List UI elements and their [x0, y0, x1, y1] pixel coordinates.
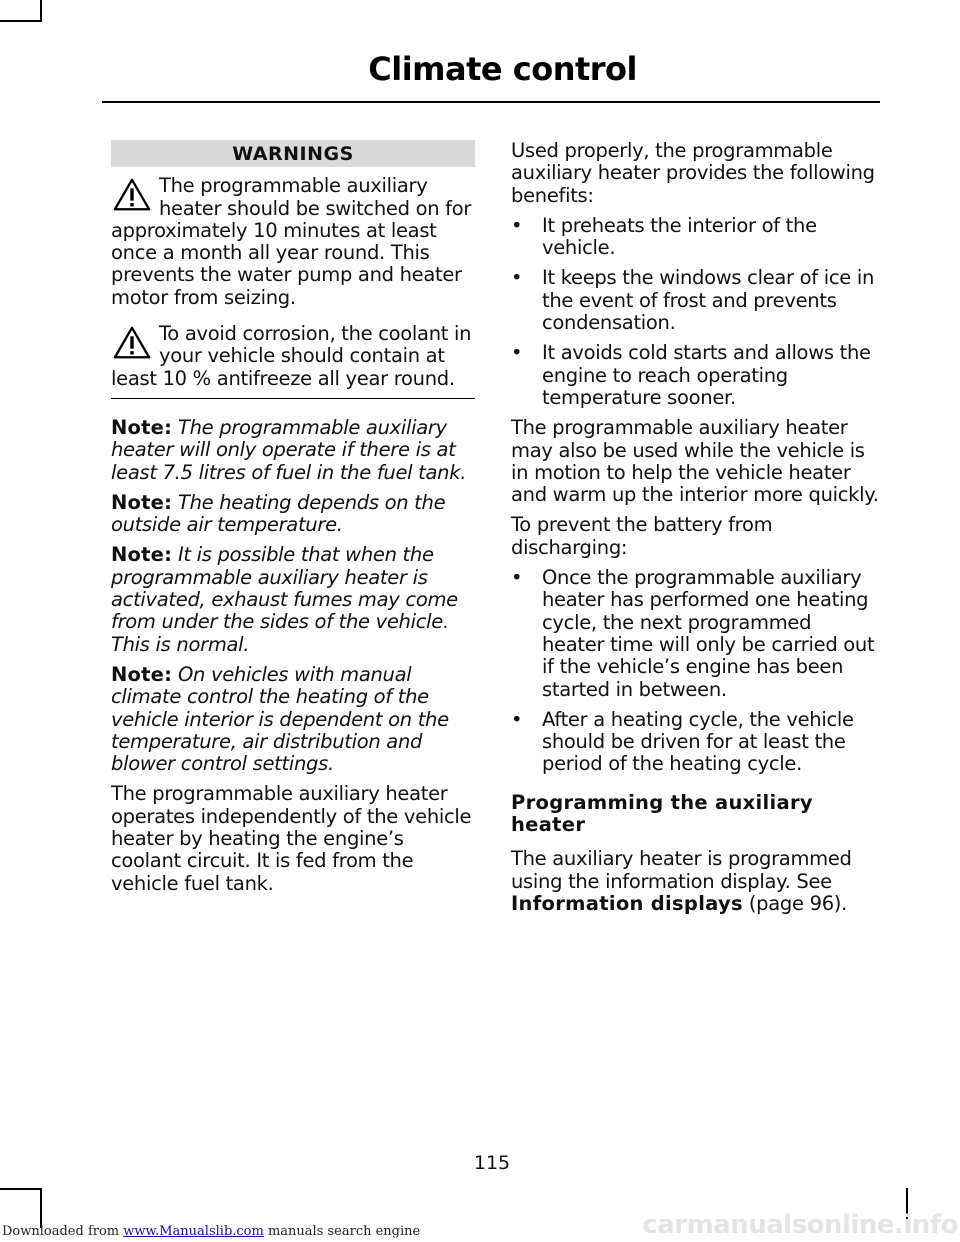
bullet-glyph: •	[511, 341, 523, 365]
programming-paragraph	[511, 848, 879, 915]
warning-triangle-icon	[113, 177, 151, 213]
section-heading: Programming the auxiliary heater	[511, 790, 813, 837]
list-item	[511, 567, 879, 701]
benefits-intro: Used properly, the programmable auxiliary heater provides the following benefits:	[511, 139, 875, 207]
warning-text-2: To avoid corrosion, the coolant in your vehicle should contain at least 10 % antifreeze all year round.	[111, 322, 472, 390]
note-label: Note:	[111, 490, 173, 514]
list-item	[511, 709, 879, 776]
bullet-glyph: •	[511, 266, 523, 290]
programming-text: The auxiliary heater is programmed using the information display. See	[511, 847, 852, 893]
list-item-text: It preheats the interior of the vehicle.	[542, 213, 817, 260]
note-text: On vehicles with manual climate control the heating of the vehicle interior is dependent on the temperature, air distribution and blower control settings.	[111, 662, 449, 776]
list-item	[511, 267, 879, 334]
list-item	[511, 342, 879, 409]
footer-suffix: manuals search engine	[263, 1224, 421, 1239]
header-rule	[102, 101, 880, 103]
crop-mark-top-left-v	[40, 0, 42, 22]
watermark: carmanualsonline.info	[642, 1210, 958, 1240]
note-text: The programmable auxiliary heater will only operate if there is at least 7.5 litres of fuel in the fuel tank.	[111, 415, 467, 484]
cross-reference-link[interactable]: Information displays	[511, 891, 743, 915]
bullet-glyph: •	[511, 566, 523, 590]
right-column	[511, 140, 879, 923]
list-item-text: Once the programmable auxiliary heater has performed one heating cycle, the next programmed heater time will only be carried out if the vehicle’s engine has been started in between.	[542, 566, 875, 701]
bullet-glyph: •	[511, 213, 523, 237]
body-paragraph-motion: The programmable auxiliary heater may also be used while the vehicle is in motion to help the vehicle heater and warm up the interior more quickly.	[511, 416, 879, 507]
list-item-text: After a heating cycle, the vehicle should be driven for at least the period of the heating cycle.	[542, 707, 854, 776]
battery-intro: To prevent the battery from discharging:	[511, 513, 773, 559]
list-item-text: It keeps the windows clear of ice in the event of frost and prevents condensation.	[542, 266, 875, 335]
crop-mark-bottom-left-h	[0, 1188, 42, 1190]
note-text: The heating depends on the outside air temperature.	[111, 490, 446, 537]
bullet-glyph: •	[511, 707, 523, 731]
footer-prefix: Downloaded from	[2, 1224, 124, 1239]
warning-triangle-icon	[113, 325, 151, 361]
download-footer	[2, 1224, 420, 1239]
cross-reference-page: (page 96).	[748, 891, 848, 915]
page-title: Climate control	[368, 50, 637, 88]
battery-list	[511, 567, 879, 776]
left-column	[111, 140, 475, 903]
note-label: Note:	[111, 662, 173, 686]
body-paragraph-operation: The programmable auxiliary heater operates independently of the vehicle heater by heating the engine’s coolant circuit. It is fed from the vehicle fuel tank.	[111, 782, 472, 895]
page-number: 115	[473, 1152, 511, 1174]
warning-block-1	[111, 175, 475, 309]
warning-text-1: The programmable auxiliary heater should be switched on for approximately 10 minutes at least once a month all year round. This prevents the water pump and heater motor from seizing.	[111, 174, 472, 309]
note-label: Note:	[111, 415, 173, 439]
warning-block-2	[111, 323, 475, 390]
note-label: Note:	[111, 543, 173, 567]
list-item	[511, 215, 879, 260]
note-2	[111, 492, 475, 537]
footer-link[interactable]: www.Manualslib.com	[123, 1224, 264, 1239]
warnings-heading: WARNINGS	[111, 140, 475, 167]
note-3	[111, 544, 475, 655]
warnings-rule	[111, 398, 475, 399]
note-1	[111, 417, 475, 484]
benefits-list	[511, 215, 879, 409]
note-4	[111, 664, 475, 775]
crop-mark-bottom-left-v	[40, 1188, 42, 1228]
crop-mark-top-left-h	[0, 20, 42, 22]
note-text: It is possible that when the programmable auxiliary heater is activated, exhaust fumes may come from under the sides of the vehicle. This is normal.	[111, 543, 458, 656]
list-item-text: It avoids cold starts and allows the engine to reach operating temperature sooner.	[542, 341, 871, 409]
